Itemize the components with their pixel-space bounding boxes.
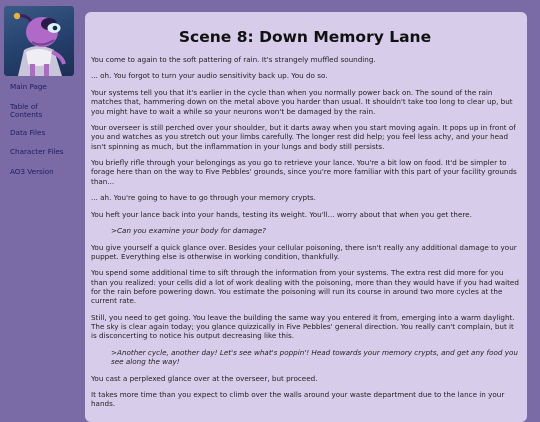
story-paragraph: ... ah. You're going to have to go through your memory crypts.: [91, 193, 316, 203]
sidebar: [0, 0, 80, 405]
purple-robot-character-avatar-icon: [4, 6, 74, 76]
avatar: [4, 6, 74, 76]
story-content-panel: [85, 12, 527, 422]
sidebar-item-table-of-contents[interactable]: Table of Contents: [10, 101, 43, 119]
story-paragraph: You give yourself a quick glance over. Besides your cellular poisoning, there isn't really any additional damage to your puppet. Everything else is otherwise in working condition, thankfully.: [91, 242, 517, 261]
page-title: Scene 8: Down Memory Lane: [178, 28, 432, 46]
sidebar-item-data-files[interactable]: Data Files: [10, 127, 46, 137]
story-paragraph: You spend some additional time to sift through the information from your systems. The extra rest did more for you than you realized: your cells did a lot of work dealing with the poisoning, more than they would have if you had waited for the rain before powering down. You estimate the poisoning will run its course in around two more cycles at the current rate.: [91, 268, 519, 306]
sidebar-nav: [10, 83, 80, 187]
story-paragraph: You cast a perplexed glance over at the overseer, but proceed.: [91, 373, 318, 383]
story-paragraph: You heft your lance back into your hands, testing its weight. You'll... worry about that when you get there.: [91, 209, 472, 219]
sidebar-item-ao3-version[interactable]: AO3 Version: [10, 166, 54, 176]
story-paragraph: Still, you need to get going. You leave the building the same way you entered it from, emerging into a warm daylight. The sky is clear again today; you glance quizzically in Five Pebbles' general direction. You really can't complain, but it is disconcerting to notice his output decreasing like this.: [91, 312, 515, 341]
story-paragraph: It takes more time than you expect to climb over the walls around your waste department due to the lance in your hands.: [91, 390, 505, 409]
sidebar-item-character-files[interactable]: Character Files: [10, 147, 64, 156]
story-paragraph: You briefly rifle through your belongings as you go to retrieve your lance. You're a bit low on food. It'd be simpler to forage here than on the way to Five Pebbles' grounds, since you're more familiar with this part of your facility grounds than...: [91, 158, 517, 186]
story-paragraph: ... oh. You forgot to turn your audio sensitivity back up. You do so.: [91, 71, 328, 81]
story-paragraph: Your systems tell you that it's earlier in the cycle than when you normally power back on. The sound of the rain matches that, hammering down on the metal above you harder than usual. It shouldn't take too long to clear up, but you might have to wait a while so your neurons won't be damaged by the rain.: [91, 87, 513, 116]
story-paragraph: You come to again to the soft pattering of rain. It's strangely muffled sounding.: [91, 55, 376, 64]
reader-command: >Another cycle, another day! Let's see what's poppin'! Head towards your memory crypts, and get any food you see along the way!: [111, 347, 518, 367]
story-paragraph: Your overseer is still perched over your shoulder, but it darts away when you start moving again. It pops up in front of you and watches as you stretch out your limbs carefully. The longer rest did help; you feel less achy, and your head isn't spinning as much, but the inflammation in your lungs and body still persists.: [91, 123, 516, 151]
reader-command: >Can you examine your body for damage?: [111, 226, 266, 236]
sidebar-item-main-page[interactable]: Main Page: [10, 82, 47, 91]
